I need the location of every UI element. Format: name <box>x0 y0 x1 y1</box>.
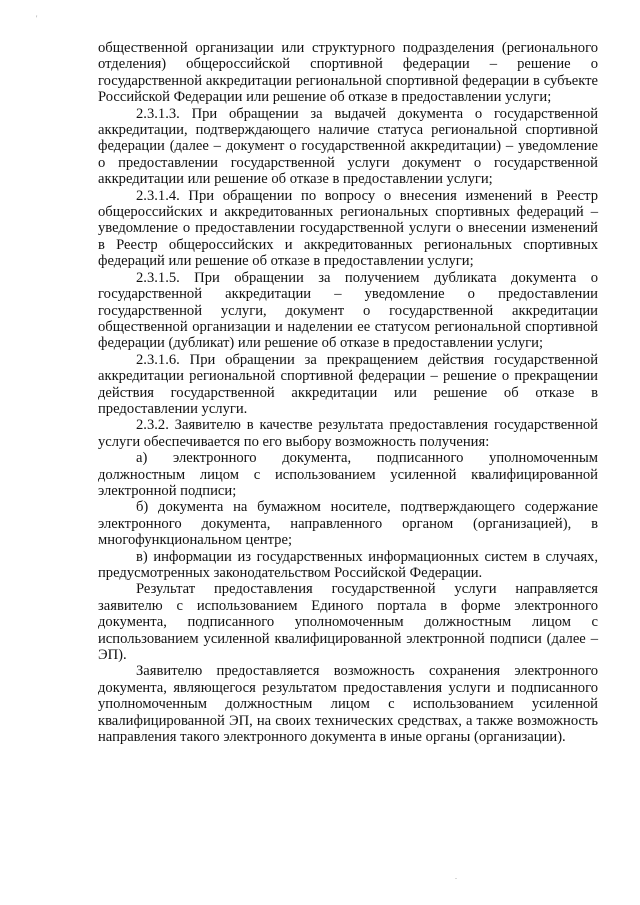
paragraph-2-3-1-5: 2.3.1.5. При обращении за получением дубликата документа о государственной аккредитации – уведомление о предоставлении государственной услуги, документ о государственной аккредитации общественной организации и наделении ее статусом региональной спортивной федерации (дубликат) или решение об отказе в предоставлении услуги; <box>98 269 598 352</box>
paragraph-2-3-1-4: 2.3.1.4. При обращении по вопросу о внесения изменений в Реестр общероссийских и аккредитованных региональных спортивных федераций – уведомление о предоставлении государственной услуги о внесении изменений в Реестр общероссийских и аккредитованных региональных спортивных федераций или решение об отказе в предоставлении услуги; <box>98 187 598 270</box>
paragraph-continuation: общественной организации или структурного подразделения (регионального отделения) общероссийской спортивной федерации – решение о государственной аккредитации региональной спортивной федерации в субъекте Российской Федерации или решение об отказе в предоставлении услуги; <box>98 40 598 106</box>
paragraph-result-saving: Заявителю предоставляется возможность сохранения электронного документа, являющегося результатом предоставления услуги и подписанного уполномоченным должностным лицом с использованием усиленной квалифицированной ЭП, на своих технических средствах, а также возможность направления такого электронного документа в иные органы (организации). <box>98 663 598 746</box>
paragraph-2-3-1-6: 2.3.1.6. При обращении за прекращением действия государственной аккредитации региональной спортивной федерации – решение о прекращении действия государственной аккредитации или решение об отказе в предоставлении услуги. <box>98 351 598 417</box>
paragraph-2-3-1-3: 2.3.1.3. При обращении за выдачей документа о государственной аккредитации, подтверждающего наличие статуса региональной спортивной федерации (далее – документ о государственной аккредитации) – уведомление о предоставлении государственной услуги документ о государственной аккредитации или решение об отказе в предоставлении услуги; <box>98 105 598 188</box>
paragraph-result-delivery: Результат предоставления государственной услуги направляется заявителю с использованием Единого портала в форме электронного документа, подписанного уполномоченным должностным лицом с использованием усиленной квалифицированной электронной подписи (далее – ЭП). <box>98 581 598 664</box>
document-body <box>98 40 598 745</box>
list-item-a: а) электронного документа, подписанного уполномоченным должностным лицом с использованием усиленной квалифицированной электронной подписи; <box>98 450 598 499</box>
list-item-b: б) документа на бумажном носителе, подтверждающего содержание электронного документа, направленного органом (организацией), в многофункциональном центре; <box>98 499 598 549</box>
list-item-c: в) информации из государственных информационных систем в случаях, предусмотренных законодательством Российской Федерации. <box>98 548 598 581</box>
paragraph-2-3-2: 2.3.2. Заявителю в качестве результата предоставления государственной услуги обеспечивается по его выбору возможность получения: <box>98 417 598 450</box>
scan-mark: ' <box>36 14 38 23</box>
scan-mark-bottom: . <box>455 872 457 881</box>
